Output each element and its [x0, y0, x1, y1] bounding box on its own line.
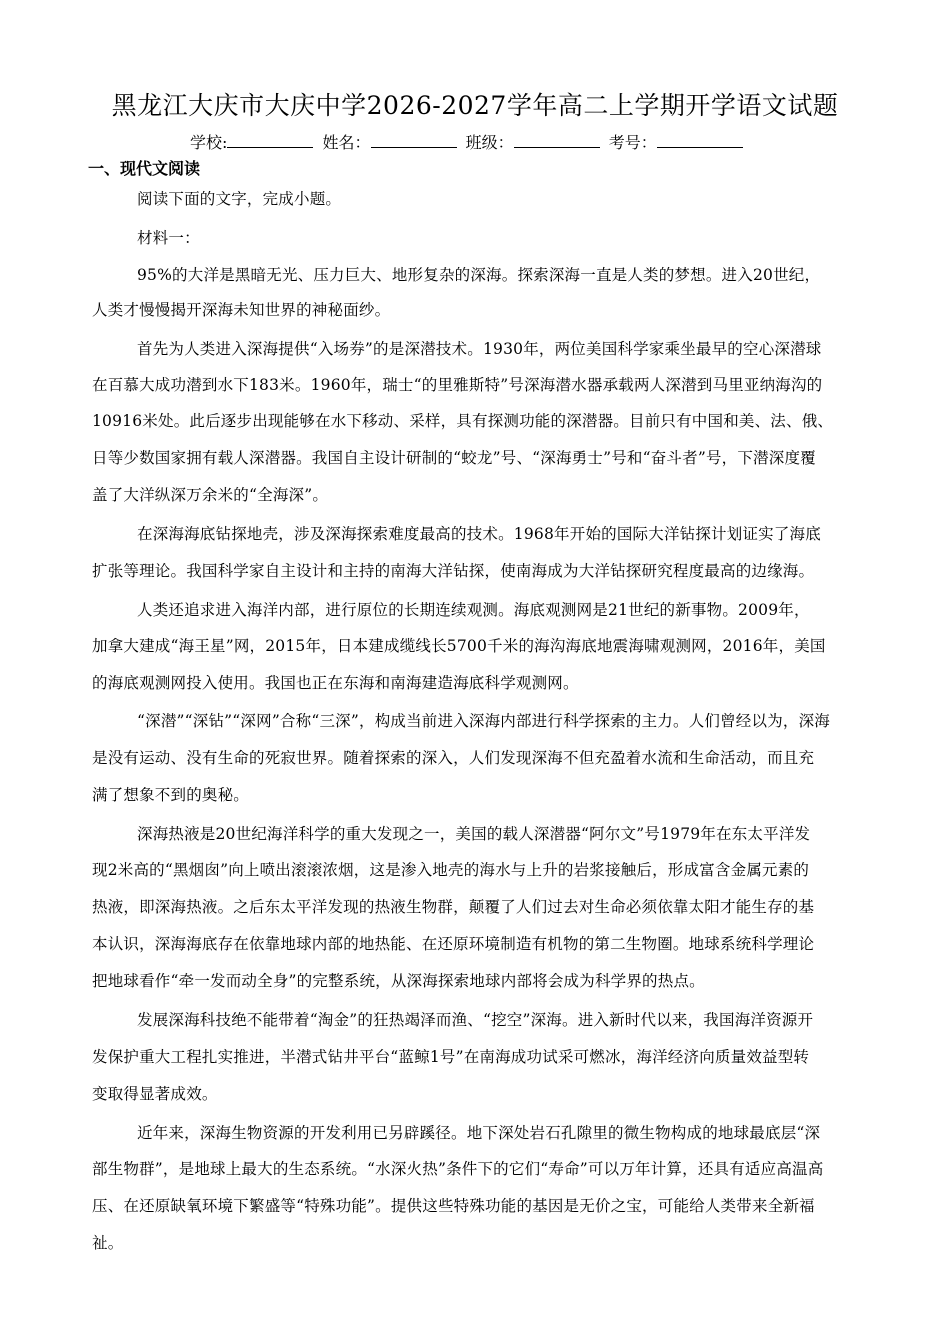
text-line: 祉。 — [92, 1234, 124, 1252]
class-blank — [514, 132, 600, 148]
name-blank — [371, 132, 457, 148]
page-title: 黑龙江大庆市大庆中学2026-2027学年高二上学期开学语文试题 — [111, 91, 839, 120]
student-info-line — [190, 130, 747, 153]
text-line: 压、在还原缺氧环境下繁盛等“特殊功能”。提供这些特殊功能的基因是无价之宝，可能给人类带来全新福 — [92, 1197, 815, 1215]
exam-number-blank — [657, 132, 743, 148]
text-line: 深海热液是20世纪海洋科学的重大发现之一，美国的载人深潜器“阿尔文”号1979年在东太平洋发 — [137, 825, 811, 843]
text-line: 部生物群”，是地球上最大的生态系统。“水深火热”条件下的它们“寿命”可以万年计算，还具有适应高温高 — [92, 1160, 824, 1178]
text-line: 日等少数国家拥有载人深潜器。我国自主设计研制的“蛟龙”号、“深海勇士”号和“奋斗者”号，下潜深度覆 — [92, 449, 816, 467]
text-line: 近年来，深海生物资源的开发利用已另辟蹊径。地下深处岩石孔隙里的微生物构成的地球最底层“深 — [137, 1124, 821, 1142]
text-line: 阅读下面的文字，完成小题。 — [137, 190, 342, 208]
text-line: 满了想象不到的奥秘。 — [92, 786, 250, 804]
text-line: 首先为人类进入深海提供“入场券”的是深潜技术。1930年，两位美国科学家乘坐最早的空心深潜球 — [137, 340, 822, 358]
text-line: 现2米高的“黑烟囱”向上喷出滚滚浓烟，这是渗入地壳的海水与上升的岩浆接触后，形成富含金属元素的 — [92, 861, 810, 879]
text-line: 10916米处。此后逐步出现能够在水下移动、采样，具有探测功能的深潜器。目前只有中国和美、法、俄、 — [92, 412, 834, 430]
text-line: 在深海海底钻探地壳，涉及深海探索难度最高的技术。1968年开始的国际大洋钻探计划证实了海底 — [137, 525, 821, 543]
text-line: 扩张等理论。我国科学家自主设计和主持的南海大洋钻探，使南海成为大洋钻探研究程度最高的边缘海。 — [92, 562, 815, 580]
school-blank — [227, 132, 313, 148]
text-line: 人类才慢慢揭开深海未知世界的神秘面纱。 — [92, 301, 391, 319]
text-line: 热液，即深海热液。之后东太平洋发现的热液生物群，颠覆了人们过去对生命必须依靠太阳才能生存的基 — [92, 898, 815, 916]
text-line: 加拿大建成“海王星”网，2015年，日本建成缆线长5700千米的海沟海底地震海啸观测网，2016年，美国 — [92, 637, 826, 655]
name-label: 姓名： — [322, 133, 371, 152]
text-line: 盖了大洋纵深万余米的“全海深”。 — [92, 486, 329, 504]
text-line: 材料一： — [137, 229, 200, 247]
text-line: 在百慕大成功潜到水下183米。1960年，瑞士“的里雅斯特”号深海潜水器承载两人深潜到马里亚纳海沟的 — [92, 376, 823, 394]
text-line: 人类还追求进入海洋内部，进行原位的长期连续观测。海底观测网是21世纪的新事物。2009年， — [137, 601, 810, 619]
exam-number-label: 考号： — [608, 133, 657, 152]
text-line: 发保护重大工程扎实推进，半潜式钻井平台“蓝鲸1号”在南海成功试采可燃冰，海洋经济向质量效益型转 — [92, 1048, 810, 1066]
text-line: 变取得显著成效。 — [92, 1085, 218, 1103]
text-line: 是没有运动、没有生命的死寂世界。随着探索的深入，人们发现深海不但充盈着水流和生命活动，而且充 — [92, 749, 815, 767]
class-label: 班级： — [465, 133, 514, 152]
section-heading: 一、现代文阅读 — [88, 159, 201, 178]
school-label: 学校: — [190, 133, 228, 152]
text-line: 发展深海科技绝不能带着“淘金”的狂热竭泽而渔、“挖空”深海。进入新时代以来，我国海洋资源开 — [137, 1011, 814, 1029]
text-line: “深潜”“深钻”“深网”合称“三深”，构成当前进入深海内部进行科学探索的主力。人们曾经以为，深海 — [137, 712, 830, 730]
text-line: 95%的大洋是黑暗无光、压力巨大、地形复杂的深海。探索深海一直是人类的梦想。进入20世纪， — [137, 266, 821, 284]
text-line: 本认识，深海海底存在依靠地球内部的地热能、在还原环境制造有机物的第二生物圈。地球系统科学理论 — [92, 935, 815, 953]
text-line: 把地球看作“牵一发而动全身”的完整系统，从深海探索地球内部将会成为科学界的热点。 — [92, 972, 705, 990]
text-line: 的海底观测网投入使用。我国也正在东海和南海建造海底科学观测网。 — [92, 674, 579, 692]
